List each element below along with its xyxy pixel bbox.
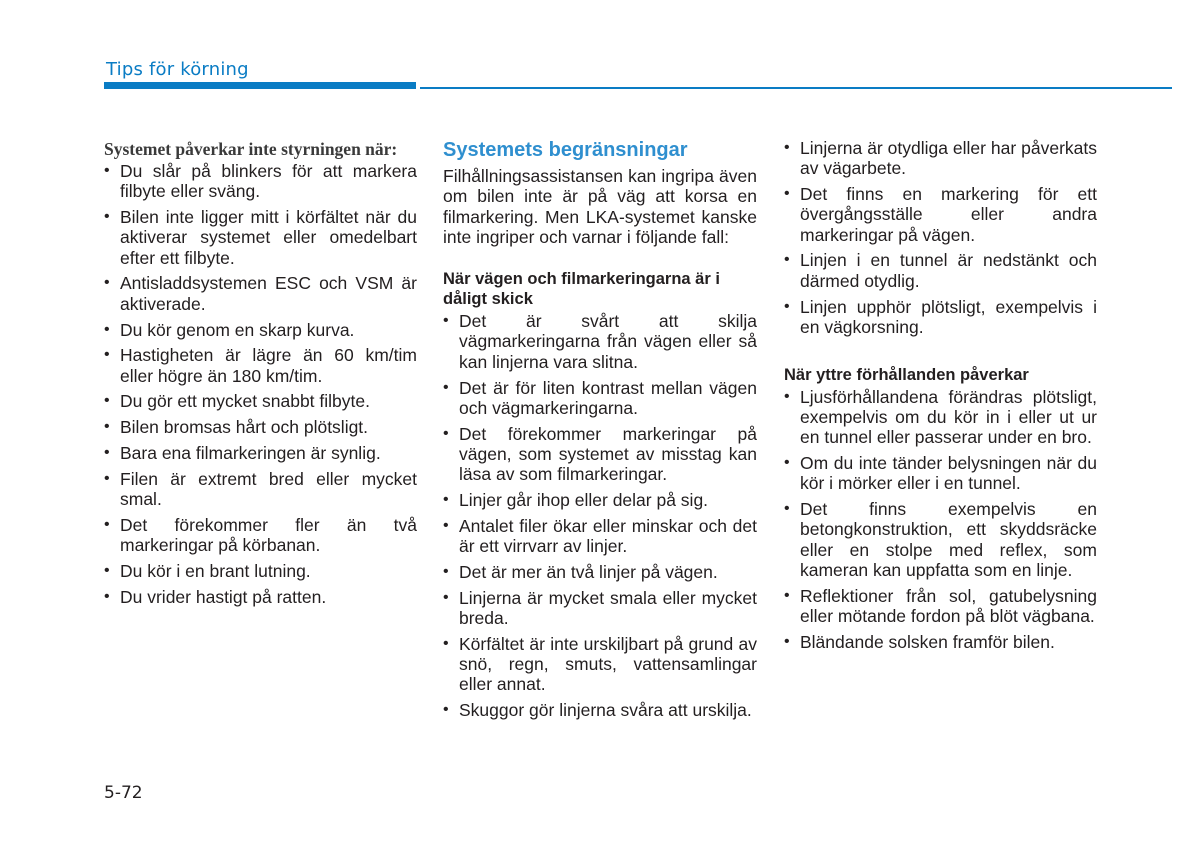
external-conditions-subheading: När yttre förhållanden påverkar: [784, 365, 1029, 384]
list-item: • Du vrider hastigt på ratten.: [104, 587, 417, 607]
list-item: • Det finns exempelvis en betongkonstruktion, ett skyddsräcke eller en stolpe med reflex, som kameran kan uppfatta som en linje.: [784, 499, 1097, 580]
list-item: • Antisladdsystemen ESC och VSM är aktiverade.: [104, 273, 417, 314]
list-item: • Linjen i en tunnel är nedstänkt och därmed otydlig.: [784, 250, 1097, 291]
column-system-limitations: [443, 138, 757, 726]
list-item: • Linjen upphör plötsligt, exempelvis i en vägkorsning.: [784, 297, 1097, 338]
road-condition-subheading: När vägen och filmarkeringarna är i dåligt skick: [443, 270, 720, 309]
list-item: • Linjer går ihop eller delar på sig.: [443, 490, 757, 510]
list-item: • Bilen inte ligger mitt i körfältet när du aktiverar systemet eller omedelbart efter ett filbyte.: [104, 207, 417, 268]
column-steering-exceptions: [104, 138, 417, 613]
list-item: • Det förekommer fler än två markeringar på körbanan.: [104, 515, 417, 556]
list-item: • Bilen bromsas hårt och plötsligt.: [104, 417, 417, 437]
column-external-conditions: [784, 138, 1097, 658]
section-title: Tips för körning: [106, 59, 249, 80]
road-condition-list: [443, 311, 757, 720]
section-spacer: [784, 343, 1097, 365]
list-item: • Om du inte tänder belysningen när du kör i mörker eller i en tunnel.: [784, 453, 1097, 494]
steering-exceptions-list: [104, 161, 417, 607]
list-item: • Du slår på blinkers för att markera filbyte eller sväng.: [104, 161, 417, 202]
list-item: • Bländande solsken framför bilen.: [784, 632, 1097, 652]
system-limitations-heading: Systemets begränsningar: [443, 139, 688, 161]
header-accent-bar: [104, 82, 416, 89]
list-item: • Körfältet är inte urskiljbart på grund av snö, regn, smuts, vattensamlingar eller annat.: [443, 634, 757, 695]
list-item: • Hastigheten är lägre än 60 km/tim eller högre än 180 km/tim.: [104, 345, 417, 386]
system-limitations-intro: Filhållningsassistansen kan ingripa även om bilen inte är på väg att korsa en filmarkering. Men LKA-systemet kanske inte ingriper och varnar i följande fall:: [443, 166, 757, 247]
steering-exceptions-heading: Systemet påverkar inte styrningen när:: [104, 139, 398, 159]
page-number: 5-72: [104, 783, 143, 803]
list-item: • Det är för liten kontrast mellan vägen och vägmarkeringarna.: [443, 378, 757, 419]
list-item: • Antalet filer ökar eller minskar och det är ett virrvarr av linjer.: [443, 516, 757, 557]
list-item: • Linjerna är otydliga eller har påverkats av vägarbete.: [784, 138, 1097, 179]
list-item: • Ljusförhållandena förändras plötsligt, exempelvis om du kör in i eller ut ur en tunnel eller passerar under en bro.: [784, 387, 1097, 448]
road-condition-list-continued: [784, 138, 1097, 337]
list-item: • Linjerna är mycket smala eller mycket breda.: [443, 588, 757, 629]
list-item: • Reflektioner från sol, gatubelysning eller mötande fordon på blöt vägbana.: [784, 586, 1097, 627]
header-rule-line: [420, 87, 1172, 89]
list-item: • Det finns en markering för ett övergångsställe eller andra markeringar på vägen.: [784, 184, 1097, 245]
list-item: • Det är mer än två linjer på vägen.: [443, 562, 757, 582]
list-item: • Du kör i en brant lutning.: [104, 561, 417, 581]
external-conditions-list: [784, 387, 1097, 653]
list-item: • Bara ena filmarkeringen är synlig.: [104, 443, 417, 463]
list-item: • Det är svårt att skilja vägmarkeringarna från vägen eller så kan linjerna vara slitna.: [443, 311, 757, 372]
list-item: • Det förekommer markeringar på vägen, som systemet av misstag kan läsa av som filmarkeringar.: [443, 424, 757, 485]
list-item: • Filen är extremt bred eller mycket smal.: [104, 469, 417, 510]
list-item: • Skuggor gör linjerna svåra att urskilja.: [443, 700, 757, 720]
list-item: • Du gör ett mycket snabbt filbyte.: [104, 391, 417, 411]
list-item: • Du kör genom en skarp kurva.: [104, 320, 417, 340]
